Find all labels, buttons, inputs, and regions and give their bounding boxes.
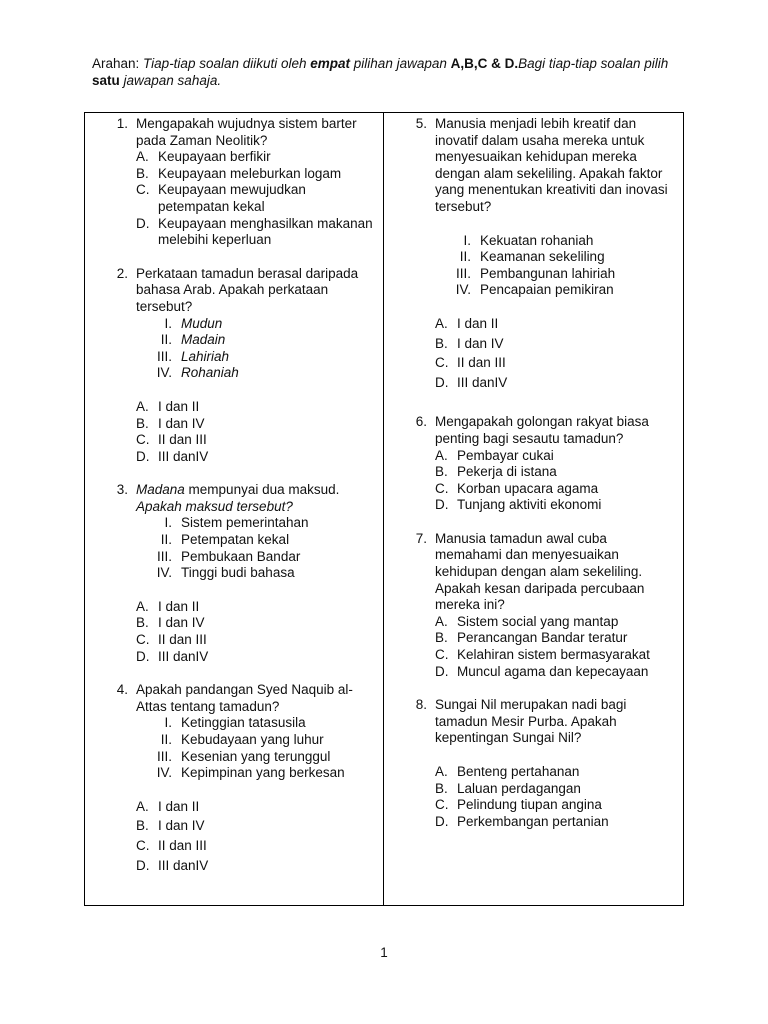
instruction-bold-count: empat bbox=[310, 56, 351, 71]
question-number: 3. bbox=[116, 482, 128, 498]
statement-iv: IV. Rohaniah bbox=[156, 365, 239, 381]
option-a[interactable]: A. Pembayar cukai bbox=[435, 447, 554, 463]
option-d[interactable]: D. Keupayaan menghasilkan makanan melebihi keperluan bbox=[136, 215, 373, 248]
instruction-text: Bagi tiap-tiap soalan pilih bbox=[518, 56, 669, 71]
question-number: 4. bbox=[116, 682, 128, 698]
option-c[interactable]: C. Pelindung tiupan angina bbox=[435, 797, 602, 813]
option-a[interactable]: A. I dan II bbox=[435, 315, 499, 331]
question-6 bbox=[405, 414, 677, 514]
option-b[interactable]: B. Laluan perdagangan bbox=[435, 780, 581, 796]
option-d[interactable]: D. Muncul agama dan kepecayaan bbox=[435, 663, 649, 679]
option-b[interactable]: B. Pekerja di istana bbox=[435, 464, 557, 480]
option-a[interactable]: A. I dan II bbox=[136, 398, 200, 414]
statement-ii: II. Petempatan kekal bbox=[160, 532, 290, 548]
column-divider bbox=[383, 112, 384, 906]
statement-ii: II. Keamanan sekeliling bbox=[459, 249, 605, 265]
option-a[interactable]: A. I dan II bbox=[136, 598, 200, 614]
question-number: 1. bbox=[116, 116, 128, 131]
question-number: 8. bbox=[415, 697, 427, 713]
instruction-text: Tiap-tiap soalan diikuti oleh bbox=[143, 56, 311, 71]
option-d[interactable]: D. Perkembangan pertanian bbox=[435, 813, 609, 829]
option-d[interactable]: D. III danIV bbox=[435, 374, 508, 390]
question-stem: Perkataan tamadun berasal daripada bahasa Arab. Apakah perkataan tersebut? bbox=[136, 265, 359, 314]
option-c[interactable]: C. II dan III bbox=[136, 632, 207, 648]
instruction-bold-one: satu bbox=[92, 73, 120, 88]
question-2 bbox=[106, 266, 376, 466]
option-d[interactable]: D. Tunjang aktiviti ekonomi bbox=[435, 497, 602, 513]
statement-iii: III. Lahiriah bbox=[156, 348, 230, 364]
page-number: 1 bbox=[380, 945, 388, 960]
option-d[interactable]: D. III danIV bbox=[136, 648, 209, 664]
question-5 bbox=[405, 116, 677, 391]
option-c[interactable]: C. Keupayaan mewujudkan petempatan kekal bbox=[136, 182, 306, 214]
option-b[interactable]: B. Keupayaan meleburkan logam bbox=[136, 165, 342, 181]
option-c[interactable]: C. II dan III bbox=[136, 837, 207, 853]
statement-ii: II. Kebudayaan yang luhur bbox=[160, 732, 324, 747]
question-stem: Manusia tamadun awal cuba memahami dan menyesuaikan kehidupan dengan alam sekeliling. Apakah kesan daripada percubaan mereka ini? bbox=[435, 530, 645, 613]
statement-i: I. Sistem pemerintahan bbox=[164, 515, 309, 531]
statement-iii: III. Pembukaan Bandar bbox=[156, 548, 301, 564]
right-column bbox=[405, 116, 677, 830]
statement-ii: II. Madain bbox=[160, 332, 226, 348]
option-b[interactable]: B. I dan IV bbox=[136, 615, 205, 631]
option-a[interactable]: A. Keupayaan berfikir bbox=[136, 149, 271, 165]
question-stem: Mengapakah golongan rakyat biasa penting bagi sesautu tamadun? bbox=[435, 414, 649, 446]
option-d[interactable]: D. III danIV bbox=[136, 857, 209, 873]
question-number: 2. bbox=[116, 265, 128, 281]
option-c[interactable]: C. Kelahiran sistem bermasyarakat bbox=[435, 647, 650, 663]
question-1 bbox=[106, 116, 376, 249]
statement-iv: IV. Pencapaian pemikiran bbox=[455, 282, 614, 298]
option-b[interactable]: B. Perancangan Bandar teratur bbox=[435, 630, 628, 646]
option-b[interactable]: B. I dan IV bbox=[435, 335, 504, 351]
question-stem: Mengapakah wujudnya sistem barter pada Zaman Neolitik? bbox=[136, 116, 357, 148]
statement-i: I. Kekuatan rohaniah bbox=[463, 232, 594, 248]
question-stem: Apakah pandangan Syed Naquib al-Attas tentang tamadun? bbox=[136, 682, 353, 714]
instruction-text: pilihan jawapan bbox=[350, 56, 451, 71]
instructions bbox=[92, 55, 682, 89]
option-b[interactable]: B. I dan IV bbox=[136, 415, 205, 431]
option-d[interactable]: D. III danIV bbox=[136, 448, 209, 464]
question-stem: Sungai Nil merupakan nadi bagi tamadun Mesir Purba. Apakah kepentingan Sungai Nil? bbox=[435, 697, 627, 746]
statement-iv: IV. Tinggi budi bahasa bbox=[156, 565, 295, 581]
question-8 bbox=[405, 697, 677, 830]
instruction-label: Arahan: bbox=[92, 56, 144, 71]
question-3 bbox=[106, 482, 376, 665]
question-stem: Madana mempunyai dua maksud. bbox=[136, 482, 340, 498]
option-c[interactable]: C. II dan III bbox=[136, 432, 207, 448]
statement-iii: III. Pembangunan lahiriah bbox=[455, 265, 616, 281]
question-number: 5. bbox=[415, 116, 427, 131]
statement-i: I. Mudun bbox=[164, 315, 223, 331]
question-4 bbox=[106, 682, 376, 874]
question-stem: Manusia menjadi lebih kreatif dan inovatif dalam usaha mereka untuk menyesuaikan kehidupan mereka dengan alam sekeliling. Apakah faktor yang menentukan kreativiti dan inovasi tersebut? bbox=[435, 116, 668, 214]
question-7 bbox=[405, 531, 677, 680]
question-number: 7. bbox=[415, 530, 427, 546]
statement-iv: IV. Kepimpinan yang berkesan bbox=[156, 765, 345, 781]
option-b[interactable]: B. I dan IV bbox=[136, 818, 205, 834]
instruction-bold-options: A,B,C & D. bbox=[450, 56, 519, 71]
option-c[interactable]: C. II dan III bbox=[435, 355, 506, 371]
left-column bbox=[106, 116, 376, 874]
question-stem: Apakah maksud tersebut? bbox=[136, 498, 293, 514]
instruction-text: jawapan sahaja. bbox=[119, 73, 222, 88]
option-c[interactable]: C. Korban upacara agama bbox=[435, 480, 599, 496]
option-a[interactable]: A. I dan II bbox=[136, 798, 200, 814]
question-number: 6. bbox=[415, 414, 427, 430]
statement-i: I. Ketinggian tatasusila bbox=[164, 715, 306, 731]
option-a[interactable]: A. Benteng pertahanan bbox=[435, 764, 580, 779]
option-a[interactable]: A. Sistem social yang mantap bbox=[435, 613, 619, 629]
statement-iii: III. Kesenian yang terunggul bbox=[156, 748, 331, 764]
